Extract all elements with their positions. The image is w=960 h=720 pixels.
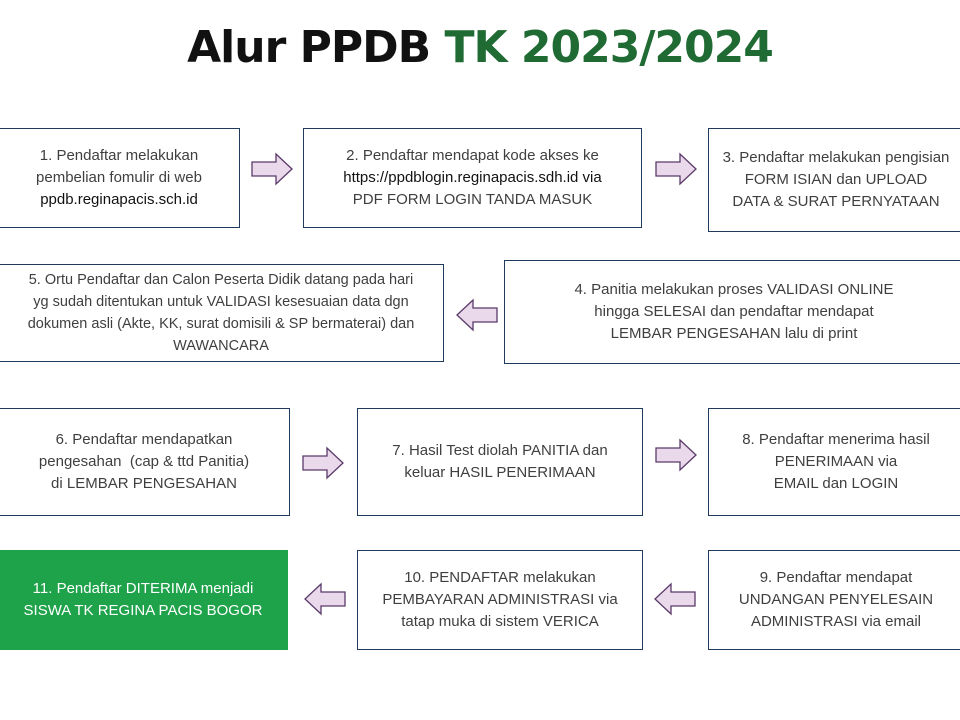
step-9-box xyxy=(708,550,960,650)
step-8-line-1: 8. Pendaftar menerima hasil xyxy=(742,431,930,448)
step-1-line-2: pembelian fomulir di web xyxy=(36,169,202,186)
step-8-line-2: PENERIMAAN via xyxy=(774,453,898,470)
step-3-box xyxy=(708,128,960,232)
step-2-box xyxy=(303,128,642,228)
step-6-box xyxy=(0,408,290,516)
step-5-line-1: 5. Ortu Pendaftar dan Calon Peserta Didik datang pada hari xyxy=(28,272,414,288)
step-7-box xyxy=(357,408,643,516)
step-4-line-1: 4. Panitia melakukan proses VALIDASI ONLINE xyxy=(574,281,894,298)
step-8-box xyxy=(708,408,960,516)
arrow-left-icon xyxy=(454,298,500,332)
step-2-line-1: 2. Pendaftar mendapat kode akses ke xyxy=(346,147,599,164)
title-part-1: Alur PPDB xyxy=(187,22,445,73)
step-2-link[interactable]: https://ppdblogin.reginapacis.sdh.id via xyxy=(343,169,602,186)
step-11-line-2: SISWA TK REGINA PACIS BOGOR xyxy=(23,602,263,619)
step-10-line-1: 10. PENDAFTAR melakukan xyxy=(404,569,596,586)
step-10-line-3: tatap muka di sistem VERICA xyxy=(401,613,599,630)
step-5-line-3: dokumen asli (Akte, KK, surat domisili & SP bermaterai) dan xyxy=(27,316,415,332)
step-7-line-2: keluar HASIL PENERIMAAN xyxy=(404,464,596,481)
arrow-left-icon xyxy=(302,582,348,616)
step-10-line-2: PEMBAYARAN ADMINISTRASI via xyxy=(382,591,618,608)
title-part-2: TK 2023/2024 xyxy=(444,22,773,73)
step-6-line-1: 6. Pendaftar mendapatkan xyxy=(55,431,233,448)
step-1-box xyxy=(0,128,240,228)
step-5-box xyxy=(0,264,444,362)
step-9-line-2: UNDANGAN PENYELESAIN xyxy=(738,591,934,608)
step-7-line-1: 7. Hasil Test diolah PANITIA dan xyxy=(392,442,608,459)
step-1-link[interactable]: ppdb.reginapacis.sch.id xyxy=(40,191,198,208)
step-9-line-1: 9. Pendaftar mendapat xyxy=(759,569,913,586)
step-6-line-3: di LEMBAR PENGESAHAN xyxy=(51,475,237,492)
step-11-line-1: 11. Pendaftar DITERIMA menjadi xyxy=(32,580,254,597)
arrow-left-icon xyxy=(652,582,698,616)
step-6-line-2: pengesahan (cap & ttd Panitia) xyxy=(38,453,250,470)
step-2-line-3: PDF FORM LOGIN TANDA MASUK xyxy=(352,191,593,208)
step-4-line-2: hingga SELESAI dan pendaftar mendapat xyxy=(594,303,874,320)
step-11-box xyxy=(0,550,288,650)
step-4-line-3: LEMBAR PENGESAHAN lalu di print xyxy=(610,325,858,342)
step-5-line-2: yg sudah ditentukan untuk VALIDASI kesesuaian data dgn xyxy=(33,294,409,310)
step-4-box xyxy=(504,260,960,364)
step-8-line-3: EMAIL dan LOGIN xyxy=(773,475,899,492)
step-9-line-3: ADMINISTRASI via email xyxy=(750,613,922,630)
step-3-line-1: 3. Pendaftar melakukan pengisian xyxy=(722,149,950,166)
arrow-right-icon xyxy=(300,446,346,480)
step-10-box xyxy=(357,550,643,650)
step-3-line-3: DATA & SURAT PERNYATAAN xyxy=(732,193,940,210)
arrow-right-icon xyxy=(653,152,699,186)
arrow-right-icon xyxy=(653,438,699,472)
arrow-right-icon xyxy=(249,152,295,186)
page-title xyxy=(0,22,960,73)
step-1-line-1: 1. Pendaftar melakukan xyxy=(39,147,199,164)
step-3-line-2: FORM ISIAN dan UPLOAD xyxy=(744,171,928,188)
step-5-line-4: WAWANCARA xyxy=(173,338,269,354)
